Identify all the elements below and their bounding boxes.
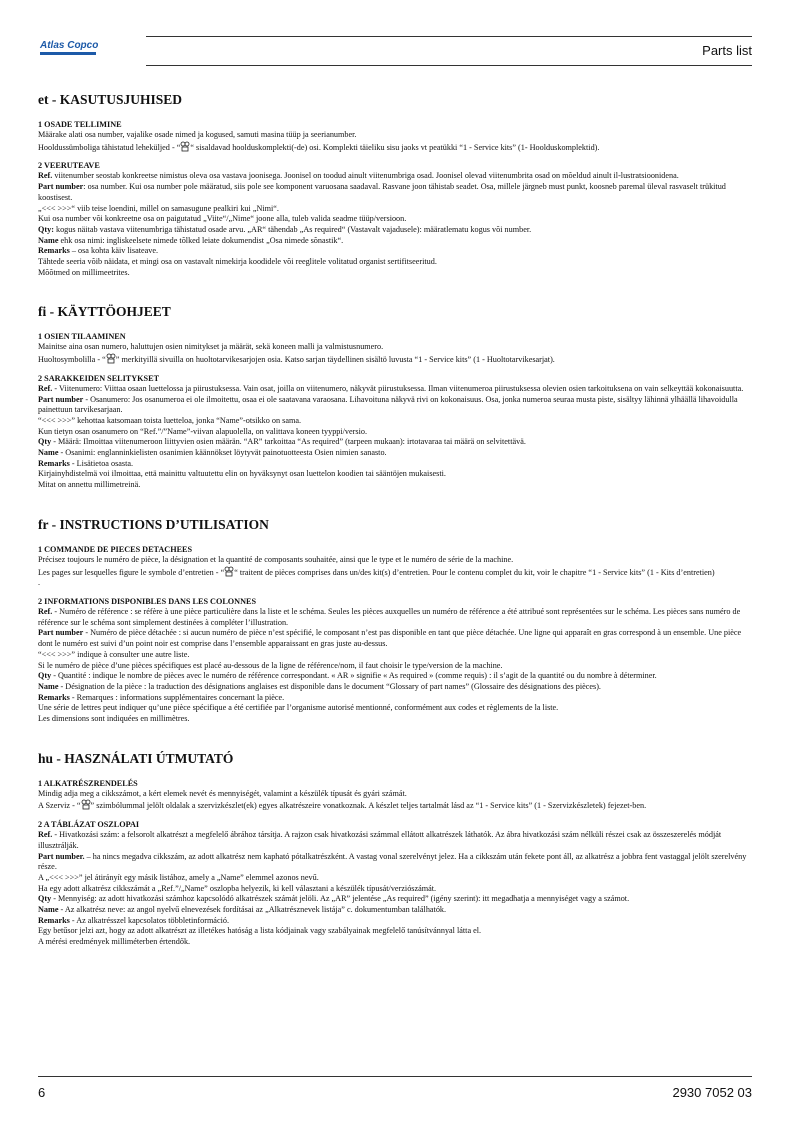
instruction-line	[38, 650, 752, 661]
page-header	[38, 28, 752, 68]
line-text-before-icon: A Szerviz - “	[38, 801, 81, 811]
line-text: “<<< >>>” indique à consulter une autre liste.	[38, 649, 190, 659]
instruction-line	[38, 141, 752, 154]
line-text: Les dimensions sont indiquées en millimètres.	[38, 714, 190, 724]
section-title: hu - HASZNÁLATI ÚTMUTATÓ	[38, 750, 234, 766]
field-label: Qty	[38, 437, 52, 447]
instruction-line	[38, 214, 752, 225]
svg-text:Atlas Copco: Atlas Copco	[40, 40, 99, 51]
line-text: Précisez toujours le numéro de pièce, la désignation et la quantité de composants souhaitée, ainsi que le type et le numéro de série de la machine.	[38, 554, 514, 564]
instruction-line	[38, 852, 752, 873]
field-label: Ref.	[38, 606, 53, 616]
section-title: fr - INSTRUCTIONS D’UTILISATION	[38, 516, 269, 532]
instruction-line	[38, 427, 752, 438]
line-text: „<<< >>>“ viib teise loendini, millel on samasugune pealkiri kui „Nimi“.	[38, 203, 279, 213]
line-text: Si le numéro de pièce d’une pièces spécifiques est placé au-dessous de la ligne de référence/nom, il faut choisir le type/version de la machine.	[38, 660, 503, 670]
line-text: A mérési eredmények milliméterben értendők.	[38, 937, 191, 947]
field-label: Remarks	[38, 692, 70, 702]
line-text: - Määrä: Ilmoittaa viitenumeroon liittyvien osien määrän. “AR” tarkoittaa “As required” (tarpeen mukaan): irtotavaraa tai määrä on selvitettävä.	[51, 437, 526, 447]
field-label: Remarks	[38, 246, 70, 256]
line-text: - Numéro de pièce détachée : si aucun numéro de pièce n’est spécifié, le composant n’est pas disponible en tant que pièce détachée. Une ligne qui apparaît en gras correspond à un ensemble. Une pièce dont le numéro est suivi d’un point noir est comprise dans l’ensemble apparaissant en gras juste au-dessus.	[38, 628, 742, 649]
instruction-line	[38, 884, 752, 895]
line-text: - Désignation de la pièce : la traduction des désignations anglaises est disponible dans le document “Glossary of part names” (Glossaire des désignations des pièces).	[58, 681, 601, 691]
instruction-line	[38, 469, 752, 480]
line-text: - Remarques : informations supplémentaires concernant la pièce.	[69, 692, 285, 702]
field-label: Ref.	[38, 830, 53, 840]
subsection-title: 2 A TÁBLÁZAT OSZLOPAI	[38, 820, 140, 830]
line-text-after-icon: ” merkityillä sivuilla on huoltotarvikesarjojen osia. Katso sarjan täydellinen sisältö luvusta “1 - Service kits” (1 - Huoltotarvikesarjat).	[115, 355, 555, 365]
instruction-line	[38, 204, 752, 215]
page-number: 6	[38, 1085, 46, 1100]
line-text: Kirjainyhdistelmä voi ilmoittaa, että mainittu valtuutettu elin on hyväksynyt osan luettelon koodien tai sääntöjen mukaisesti.	[38, 469, 446, 479]
instruction-line	[38, 448, 752, 459]
language-section	[38, 751, 752, 948]
instruction-line	[38, 926, 752, 937]
subsection-title: 1 OSIEN TILAAMINEN	[38, 332, 126, 342]
field-label: Ref.	[38, 171, 53, 181]
line-text: Egy betűsor jelzi azt, hogy az adott alkatrészt az illetékes hatóság a lista kódjainak vagy szabályainak megfelelő tanúsítvánnyal látta el.	[38, 926, 482, 936]
instruction-line	[38, 671, 752, 682]
instruction-line	[38, 693, 752, 704]
instruction-line	[38, 937, 752, 948]
line-text: Tähtede seeria võib näidata, et mingi osa on vastavalt nimekirja koodidele või reeglitele volitatud organist sertifitseeritud.	[38, 257, 437, 267]
footer-rule	[38, 1076, 752, 1077]
line-text: - Hivatkozási szám: a felsorolt alkatrészt a megfelelő ábrához társítja. A rajzon csak hivatkozási számmal ellátott alkatrészek láthatók. Az ábra hivatkozási szám nélküli részei csak az összeszerelés módját illusztrálják.	[38, 830, 722, 850]
line-text-after-icon: “ traitent de pièces comprises dans un/des kit(s) d’entretien. Pour le contenu complet du kit, voir le chapitre “1 - Service kits” (1 - Kits d’entretien)	[234, 567, 715, 577]
instruction-line	[38, 628, 752, 649]
instruction-line	[38, 246, 752, 257]
instruction-line	[38, 830, 752, 851]
instruction-line	[38, 182, 752, 203]
page-footer	[38, 1076, 752, 1116]
instruction-line	[38, 703, 752, 714]
field-label: Name	[38, 905, 59, 915]
instruction-line	[38, 459, 752, 470]
line-text: Une série de lettres peut indiquer qu’une pièce spécifique a été certifiée par l’organisme autorisé mentionné, conformément aux codes et règlements de la liste.	[38, 703, 559, 713]
instruction-line	[38, 578, 752, 589]
header-rule-top	[146, 36, 752, 37]
instruction-line	[38, 873, 752, 884]
instruction-line	[38, 566, 752, 579]
subsection-title: 2 VEERUTEAVE	[38, 161, 100, 171]
instruction-line	[38, 607, 752, 628]
line-text: – ha nincs megadva cikkszám, az adott alkatrész nem kapható pótalkatrészként. A vastag vonal szerelvényt jelez. Ha a cikkszám után fekete pont áll, az alkatrész a jobbra fent vastaggal jelölt szerelvény része.	[38, 851, 747, 872]
line-text: - Lisätietoa osasta.	[69, 458, 134, 468]
instruction-line	[38, 789, 752, 800]
field-label: Qty	[38, 894, 52, 904]
instruction-line	[38, 225, 752, 236]
instruction-line	[38, 353, 752, 366]
line-text-before-icon: Huoltosymbolilla - “	[38, 355, 106, 365]
instruction-line	[38, 236, 752, 247]
document-body	[38, 92, 752, 948]
line-text-after-icon: ” szimbólummal jelölt oldalak a szervizkészlet(ek) egyes alkatrészeire vonatkoznak. A készlet teljes tartalmát lásd az “1 - Service kits” (1 - Szervizkészletek) fejezet-ben.	[90, 801, 647, 811]
line-text: - Quantité : indique le nombre de pièces avec le numéro de référence correspondant. « AR » signifie « As required » (comme requis) : il s’agit de la quantité ou du nombre à déterminer.	[51, 671, 657, 681]
instruction-line	[38, 268, 752, 279]
instruction-line	[38, 714, 752, 725]
instruction-line	[38, 130, 752, 141]
line-text: Mõõtmed on millimeetrites.	[38, 267, 130, 277]
line-text: “<<< >>>” kehottaa katsomaan toista luetteloa, jonka “Name”-otsikko on sama.	[38, 415, 302, 425]
instruction-line	[38, 416, 752, 427]
instruction-line	[38, 384, 752, 395]
instruction-line	[38, 894, 752, 905]
instruction-line	[38, 555, 752, 566]
service-kit-icon	[81, 799, 91, 810]
instruction-line	[38, 916, 752, 927]
language-section	[38, 304, 752, 490]
line-text: Kun tietyn osan osanumero on “Ref.”/”Name”-viivan alapuolella, on valittava koneen tyyppi/versio.	[38, 426, 367, 436]
language-section	[38, 517, 752, 725]
page-title: Parts list	[702, 43, 752, 58]
line-text: .	[38, 578, 41, 588]
field-label: Name	[38, 235, 59, 245]
line-text: : osa number. Kui osa number pole määratud, siis pole see komponent varuosana saadaval. Rasvane joon tähistab seadet. Osa, millele järgneb must punkt, koosneb paremal üleval rasvaselt trükitud koostisest.	[38, 182, 726, 202]
atlas-copco-logo	[38, 36, 100, 60]
field-label: Ref.	[38, 383, 53, 393]
line-text-after-icon: “ sisaldavad hoolduskomplekti(-de) osi. Komplekti täieliku sisu jaoks vt peatükki “1 - Service kits” (1- Hoolduskomplektid).	[190, 142, 600, 152]
field-label: Qty:	[38, 224, 54, 234]
field-label: Part number	[38, 182, 84, 192]
service-kit-icon	[106, 353, 116, 364]
document-number: 2930 7052 03	[672, 1085, 752, 1100]
line-text: - Az alkatrésszel kapcsolatos többletinformáció.	[69, 915, 229, 925]
instruction-line	[38, 257, 752, 268]
service-kit-icon	[224, 566, 234, 577]
line-text: – osa kohta käiv lisateave.	[69, 246, 159, 256]
subsection-title: 1 OSADE TELLIMINE	[38, 120, 122, 129]
line-text: - Az alkatrész neve: az angol nyelvű elnevezések fordításai az „Alkatrésznevek listája” c. dokumentumban találhatók.	[58, 905, 447, 915]
instruction-line	[38, 905, 752, 916]
subsection-title: 1 COMMANDE DE PIECES DETACHEES	[38, 544, 193, 554]
line-text: kogus näitab vastava viitenumbriga tähistatud osade arvu. „AR“ tähendab „As required“ (Vastavalt vajadusele): määratlematu kogus või number.	[53, 224, 532, 234]
line-text: Mindig adja meg a cikkszámot, a kért elemek nevét és mennyiségét, valamint a készülék típusát és gyári számát.	[38, 788, 407, 798]
section-title: fi - KÄYTTÖOHJEET	[38, 304, 171, 320]
service-kit-icon	[180, 141, 190, 152]
line-text: - Numéro de référence : se réfère à une pièce particulière dans la liste et le schéma. Seules les pièces auxquelles un numéro de référence a été attribué sont représentées sur le schéma. Les pièces sans numéro de référence sur le schéma sont simplement destinées à compléter l’illustration.	[38, 606, 741, 627]
instruction-line	[38, 395, 752, 416]
field-label: Name	[38, 448, 59, 458]
line-text: A „<<< >>>” jel átirányít egy másik listához, amely a „Name” elemmel azonos nevű.	[38, 872, 319, 882]
subsection-title: 1 ALKATRÉSZRENDELÉS	[38, 778, 138, 788]
line-text: - Viitenumero: Viittaa osaan luettelossa ja piirustuksessa. Vain osat, joilla on viitenumero, näkyvät piirustuksessa. Ilman viitenumeroa piirustuksessa olevien osien tarkoituksena on vain selkeyttää kokonaisuutta.	[52, 383, 744, 393]
line-text: Mainitse aina osan numero, haluttujen osien nimitykset ja määrät, sekä koneen malli ja valmistusnumero.	[38, 342, 384, 352]
field-label: Qty	[38, 671, 52, 681]
field-label: Part number	[38, 628, 84, 638]
field-label: Name	[38, 681, 59, 691]
instruction-line	[38, 342, 752, 353]
field-label: Remarks	[38, 915, 70, 925]
line-text: Kui osa number või konkreetne osa on paigutatud „Viite“/„Nime“ joone alla, tuleb valida seadme tüüp/versioon.	[38, 214, 407, 224]
header-rule-bottom	[146, 65, 752, 66]
instruction-line	[38, 799, 752, 812]
field-label: Part number	[38, 394, 84, 404]
line-text: - Osanimi: englanninkielisten osanimien käännökset löytyvät painotuotteesta Osien nimien sanasto.	[58, 448, 387, 458]
line-text: Mitat on annettu millimetreinä.	[38, 480, 141, 490]
line-text: Ha egy adott alkatrész cikkszámát a „Ref.”/„Name” oszlopba helyezik, ki kell választani a készülék típusát/verziószámát.	[38, 883, 437, 893]
instruction-line	[38, 682, 752, 693]
subsection-title: 2 INFORMATIONS DISPONIBLES DANS LES COLONNES	[38, 596, 256, 606]
instruction-line	[38, 661, 752, 672]
line-text: - Osanumero: Jos osanumeroa ei ole ilmoitettu, osaa ei ole saatavana varaosana. Lihavoituna näkyvä rivi on kokonaisuus. Osa, jonka numeroa seuraa musta piste, sisältyy lähinnä ylhäällä lihavoidulla painettuun tarvikesarjaan.	[38, 394, 738, 415]
line-text-before-icon: Les pages sur lesquelles figure le symbole d’entretien - “	[38, 567, 225, 577]
instruction-line	[38, 171, 752, 182]
line-text: ehk osa nimi: ingliskeelsete nimede tõlked leiate dokumendist „Osa nimede sõnastik“.	[58, 235, 344, 245]
subsection-title: 2 SARAKKEIDEN SELITYKSET	[38, 373, 160, 383]
language-section	[38, 92, 752, 278]
field-label: Remarks	[38, 458, 70, 468]
line-text-before-icon: Hooldussümboliga tähistatud lehekülјed - “	[38, 142, 181, 152]
instruction-line	[38, 437, 752, 448]
line-text: - Mennyiség: az adott hivatkozási számhoz kapcsolódó alkatrészek számát jelöli. Az „AR” jelentése „As required” (igény szerint): itt megadhatja a mennyiséget vagy a számot.	[51, 894, 630, 904]
line-text: viitenumber seostab konkreetse nimistus oleva osa vastava joonisega. Joonisel on toodud ainult viitenumbriga osad. Joonisel olevad viitenumbrita osad on mõeldud ainult il-lustratsioonidena.	[52, 171, 679, 181]
section-title: et - KASUTUSJUHISED	[38, 92, 183, 107]
instruction-line	[38, 480, 752, 491]
line-text: Määrake alati osa number, vajalike osade nimed ja kogused, samuti masina tüüp ja seerianumber.	[38, 130, 357, 139]
field-label: Part number.	[38, 851, 85, 861]
